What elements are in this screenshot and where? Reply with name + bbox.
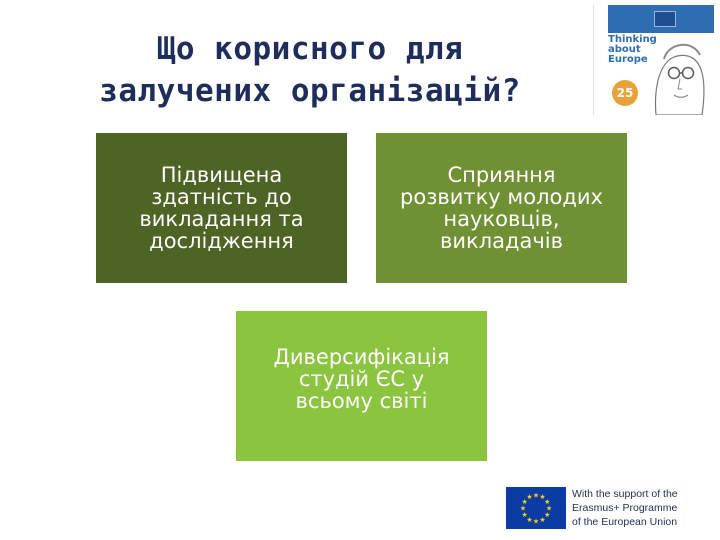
erasmus-support-logo (506, 486, 706, 530)
support-line-2: Erasmus+ Programme (572, 502, 678, 514)
benefit-box-eu-studies (236, 311, 487, 461)
eu-star-icon: ★ (544, 511, 551, 519)
benefit-text-teaching-research: Підвищена здатність до викладання та дослідження (139, 163, 304, 253)
erasmus-support-text (572, 487, 712, 529)
eu-star-icon: ★ (519, 504, 527, 513)
eu-flag-icon (506, 487, 566, 529)
slide-title (40, 28, 580, 112)
portrait-image (646, 31, 710, 115)
cover-title (608, 34, 657, 65)
eu-star-icon: ★ (539, 515, 546, 524)
benefit-text-eu-studies: Диверсифікація студій ЄС у всьому світі (273, 345, 450, 413)
support-line-1: With the support of the (572, 488, 678, 500)
benefit-text-young-researchers: Сприяння розвитку молодих науковців, викладачів (400, 163, 603, 253)
title-line-2: залучених організацій? (99, 73, 521, 109)
eu-star-icon: ★ (521, 511, 528, 519)
eu-star-icon: ★ (526, 493, 533, 502)
cover-title-line-3: Europe (608, 54, 648, 65)
eu-star-icon: ★ (532, 517, 540, 526)
benefit-box-teaching-research (96, 133, 347, 283)
benefit-box-young-researchers (376, 133, 627, 283)
eu-stars (506, 487, 566, 529)
cover-title-line-2: about (608, 44, 641, 55)
eu-star-icon: ★ (532, 491, 540, 500)
eu-star-icon: ★ (545, 504, 553, 513)
title-line-1: Що корисного для (156, 31, 464, 67)
book-cover-image (593, 5, 714, 115)
cover-flag-icon (654, 11, 676, 27)
anniversary-badge: 25 (612, 80, 638, 106)
eu-star-icon: ★ (521, 498, 528, 506)
support-line-3: of the European Union (572, 516, 678, 528)
cover-title-line-1: Thinking (608, 34, 657, 45)
eu-star-icon: ★ (539, 493, 546, 502)
eu-star-icon: ★ (544, 498, 551, 506)
eu-star-icon: ★ (526, 515, 533, 524)
